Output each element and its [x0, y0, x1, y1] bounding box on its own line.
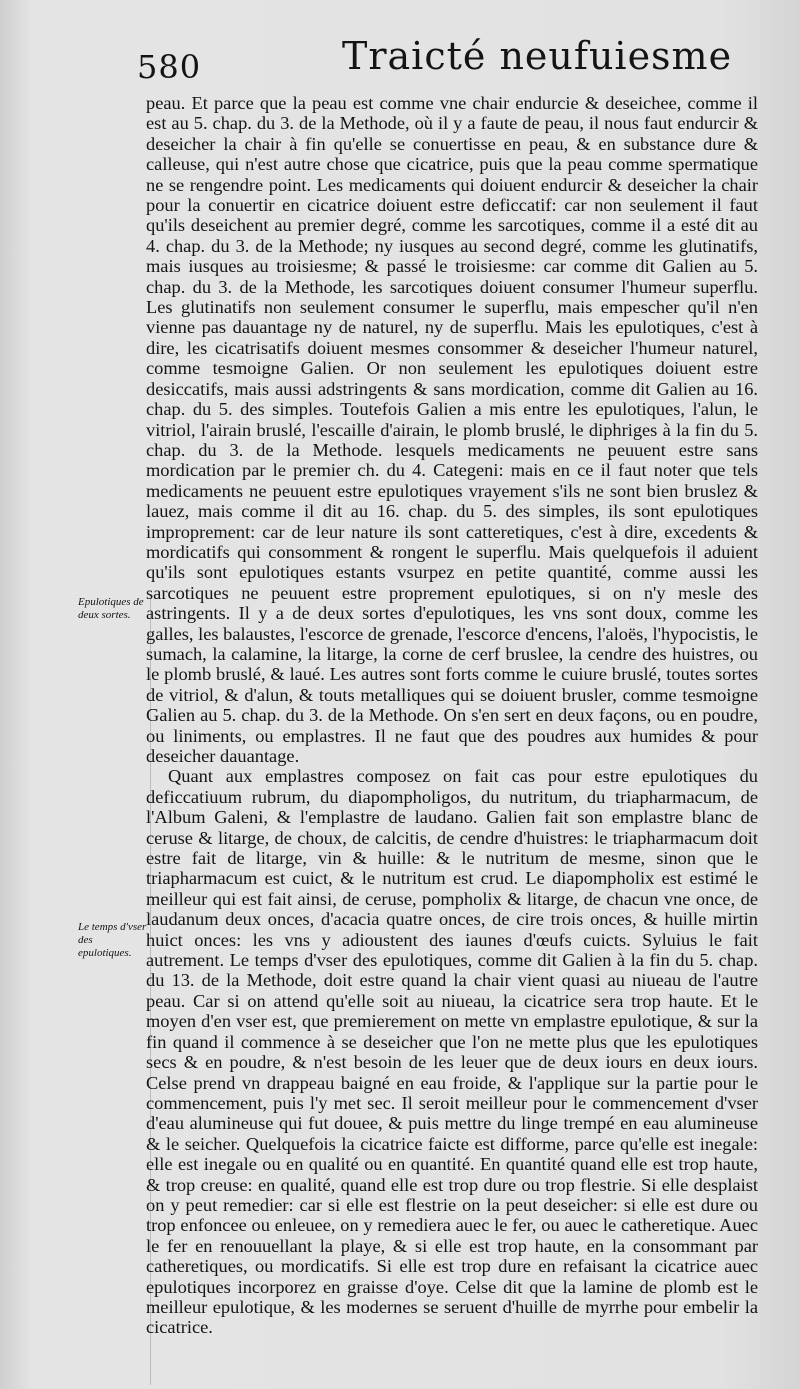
page-header	[0, 28, 800, 84]
margin-note-epulotiques: Epulotiques de deux sortes.	[78, 596, 144, 621]
margin-note-temps: Le temps d'vser des epulotiques.	[78, 921, 147, 959]
paragraph-1: peau. Et parce que la peau est comme vne chair endurcie & deseichee, comme il est au 5. chap. du 3. de la Methode, où il y a faute de peau, il nous faut endurcir & deseicher la chair à fin qu'elle se conuertisse en peau, & en substance dure & calleuse, qui n'est autre chose que cicatrice, puis que la peau comme spermatique ne se rengendre point. Les medicaments qui doiuent endurcir & deseicher la chair pour la conuertir en cicatrice doiuent estre deficcatif: car non seulement il faut qu'ils deseichent au premier degré, comme les sarcotiques, comme il a esté dit au 4. chap. du 3. de la Methode; ny iusques au second degré, comme les glutinatifs, mais iusques au troisiesme; & passé le troisiesme: car comme dit Galien au 5. chap. du 3. de la Methode, les sarcotiques doiuent consumer l'humeur superflu. Les glutinatifs non seulement consumer le superflu, mais empescher qu'il n'en vienne pas dauantage ny de naturel, ny de superflu. Mais les epulotiques, c'est à dire, les cicatrisatifs doiuent mesmes consommer & deseicher l'humeur naturel, comme tesmoigne Galien. Or non seulement les epulotiques doiuent estre desiccatifs, mais aussi adstringents & sans mordication, comme dit Galien au 16. chap. du 5. des simples. Toutefois Galien a mis entre les epulotiques, l'alun, le vitriol, l'airain bruslé, l'escaille d'airain, le plomb bruslé, le diphriges à la fin du 5. chap. du 3. de la Methode. lesquels medicaments ne peuuent estre sans mordication par le premier ch. du 4. Categeni: mais en ce il faut noter que tels medicaments ne peuuent estre epulotiques vrayement s'ils ne sont bien bruslez & lauez, mais comme il dit au 16. chap. du 5. des simples, ils sont epulotiques improprement: car de leur nature ils sont catteretiques, c'est à dire, excedents & mordicatifs qui consomment & rongent le superflu. Mais quelquefois il aduient qu'ils sont epulotiques estants vsurpez en petite quantité, comme aussi les sarcotiques ne peuuent estre proprement epulotiques, si on n'y mesle des astringents. Il y a de deux sortes d'epulotiques, les vns sont doux, comme les galles, les balaustes, l'escorce de grenade, l'escorce d'encens, l'aloës, l'hypocistis, le sumach, la calamine, la litarge, la corne de cerf bruslee, la cendre des huistres, ou le plomb bruslé, & laué. Les autres sont forts comme le cuiure bruslé, toutes sortes de vitriol, & d'alun, & touts metalliques qui se doiuent brusler, comme tesmoigne Galien au 5. chap. du 3. de la Methode. On s'en sert en deux façons, ou en poudre, ou liniments, ou emplastres. Il ne faut que des poudres aux humides & pour deseicher dauantage.	[146, 93, 758, 766]
running-title: Traicté neufuiesme	[342, 34, 733, 78]
paragraph-2: Quant aux emplastres composez on fait cas pour estre epulotiques du deficcatiuum rubrum, du diapompholigos, du nutritum, du triapharmacum, de l'Album Galeni, & l'emplastre de laudano. Galien fait son emplastre blanc de ceruse & litarge, de choux, de calcitis, de cendre d'huistres: le triapharmacum doit estre fait de litarge, vin & huille: & le nutritum de mesme, sinon que le triapharmacum est cuict, & le nutritum est crud. Le diapompholix est estimé le meilleur qui est fait ainsi, de ceruse, pompholix & litarge, de chacun vne once, de laudanum deux onces, d'acacia quatre onces, de cire trois onces, & huille mirtin huict onces: les vns y adioustent des iaunes d'œufs cuicts. Syluius le fait autrement. Le temps d'vser des epulotiques, comme dit Galien à la fin du 5. chap. du 13. de la Methode, doit estre quand la chair vient quasi au niueau de l'autre peau. Car si on attend qu'elle soit au niueau, la cicatrice sera trop haute. Et le moyen d'en vser est, que premierement on mette vn emplastre epulotique, & sur la fin quand il commence à se deseicher que l'on ne mette plus que les epulotiques secs & en poudre, & n'est besoin de les leuer que de deux iours en deux iours. Celse prend vn drappeau baigné en eau froide, & l'applique sur la partie pour le commencement, puis l'y met sec. Il seroit meilleur pour le commencement d'vser d'eau alumineuse qui fut douee, & puis mettre du linge trempé en eau alumineuse & le seicher. Quelquefois la cicatrice faicte est difforme, parce qu'elle est inegale: elle est inegale ou en qualité ou en quantité. En quantité quand elle est trop haute, & trop creuse: en qualité, quand elle est trop dure ou trop flestrie. Si elle desplaist on y peut remedier: car si elle est flestrie on la peut deseicher: si elle est dure ou trop enfoncee ou enleuee, on y remediera auec le fer, ou auec le catheretique. Auec le fer en renouuellant la playe, & si elle est trop haute, en la consommant par catheretiques, ou mordicatifs. Si elle est trop dure en refaisant la cicatrice auec epulotiques incorporez en graisse d'oye. Celse dit que la lamine de plomb est le meilleur epulotique, & les modernes se seruent d'huille de myrrhe pour embelir la cicatrice.	[146, 766, 758, 1338]
page-number: 580	[137, 48, 202, 86]
body-text	[146, 93, 758, 1338]
